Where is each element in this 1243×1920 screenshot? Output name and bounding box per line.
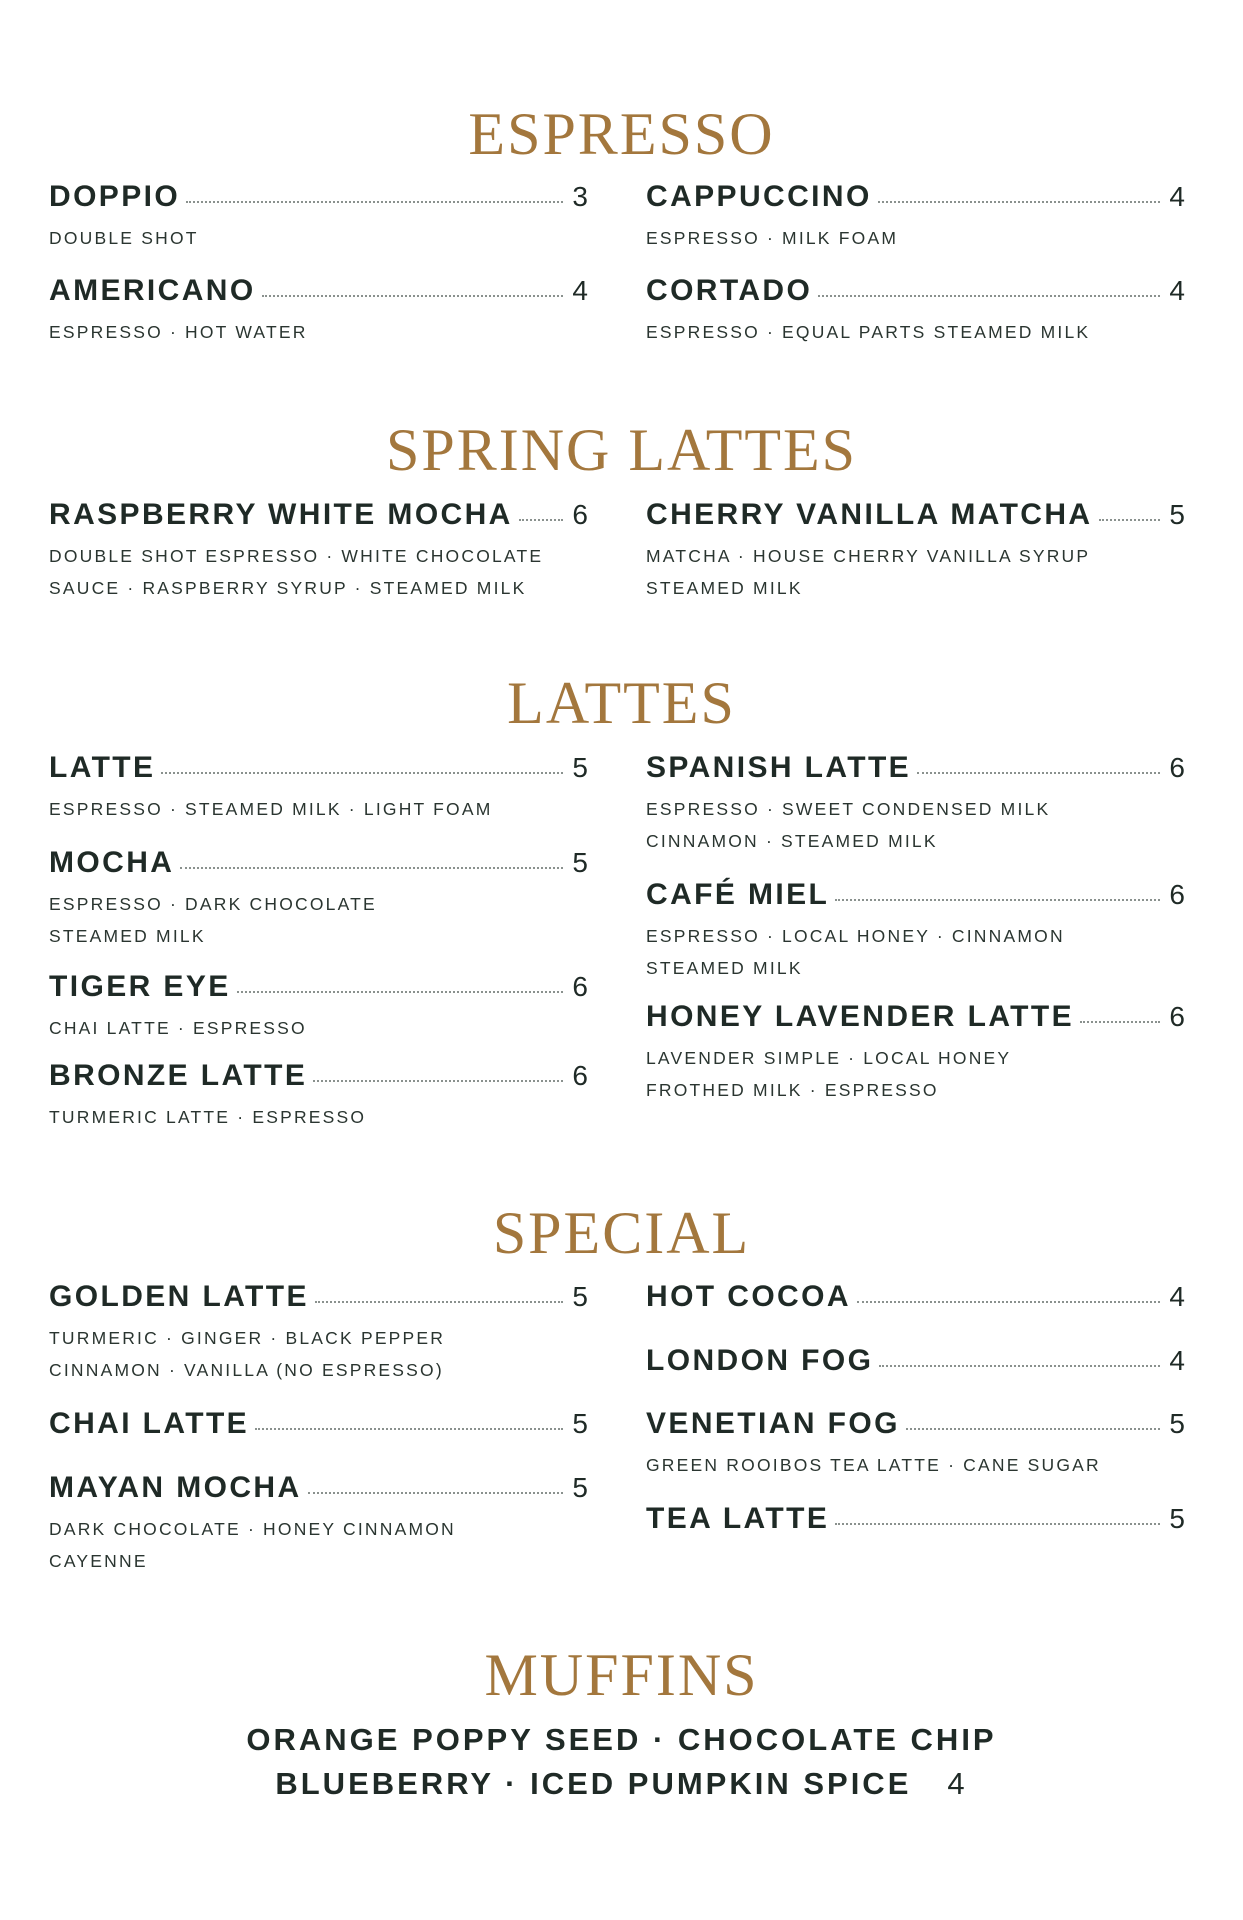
item-price: 6 [572,499,589,530]
item-description [49,888,589,952]
item-price: 4 [1169,1281,1186,1312]
item-description [646,793,1186,857]
dot-leader [1099,519,1161,521]
description-line: MATCHA · HOUSE CHERRY VANILLA SYRUP [646,546,1091,566]
dot-leader [906,1428,1160,1430]
muffins-price: 4 [947,1766,968,1801]
item-price: 6 [572,1060,589,1091]
item-price: 4 [1169,275,1186,306]
item-price: 5 [572,847,589,878]
section-title-espresso: ESPRESSO [468,101,775,167]
description-line: CAYENNE [49,1551,148,1571]
item-name: TEA LATTE [646,1502,830,1535]
menu-item-tea-latte [646,1502,1186,1536]
dot-leader [262,295,563,297]
item-description: DOUBLE SHOT [49,228,199,248]
description-line: TURMERIC · GINGER · BLACK PEPPER [49,1328,446,1348]
menu-item-mocha [49,846,589,952]
dot-leader [161,772,563,774]
item-description [49,1322,589,1386]
item-description: ESPRESSO · STEAMED MILK · LIGHT FOAM [49,799,493,819]
description-line: STEAMED MILK [49,926,206,946]
menu-item-mayan-mocha [49,1471,589,1577]
menu-item-americano [49,274,589,348]
item-name: SPANISH LATTE [646,751,912,784]
description-line: DOUBLE SHOT ESPRESSO · WHITE CHOCOLATE [49,546,544,566]
item-name: RASPBERRY WHITE MOCHA [49,498,513,531]
item-name: CAPPUCCINO [646,180,872,213]
item-name: MOCHA [49,846,175,879]
section-title-special: SPECIAL [492,1200,751,1266]
menu-item-venetian-fog [646,1407,1186,1481]
section-title-lattes: LATTES [507,670,736,736]
menu-item-raspberry-white-mocha [49,498,589,604]
dot-leader [519,519,563,521]
muffins-line-2-text: BLUEBERRY · ICED PUMPKIN SPICE [275,1766,912,1801]
menu-item-london-fog [646,1344,1186,1378]
item-price: 6 [1169,752,1186,783]
item-name: HONEY LAVENDER LATTE [646,1000,1075,1033]
item-name: AMERICANO [49,274,256,307]
dot-leader [857,1301,1160,1303]
item-price: 5 [1169,1503,1186,1534]
section-title-spring-lattes: SPRING LATTES [385,417,858,483]
item-name: LATTE [49,751,156,784]
description-line: SAUCE · RASPBERRY SYRUP · STEAMED MILK [49,578,527,598]
dot-leader [255,1428,563,1430]
item-price: 5 [572,1472,589,1503]
item-name: CHAI LATTE [49,1407,250,1440]
item-description: ESPRESSO · HOT WATER [49,322,308,342]
item-name: CORTADO [646,274,813,307]
description-line: ESPRESSO · SWEET CONDENSED MILK [646,799,1051,819]
menu-item-latte [49,751,589,825]
menu-item-cherry-vanilla-matcha [646,498,1186,604]
dot-leader [1080,1021,1160,1023]
description-line: ESPRESSO · LOCAL HONEY · CINNAMON [646,926,1065,946]
item-description [646,920,1186,984]
description-line: LAVENDER SIMPLE · LOCAL HONEY [646,1048,1012,1068]
item-name: VENETIAN FOG [646,1407,900,1440]
dot-leader [180,867,563,869]
menu-item-chai-latte [49,1407,589,1441]
item-description: ESPRESSO · EQUAL PARTS STEAMED MILK [646,322,1091,342]
item-price: 5 [572,1281,589,1312]
item-name: BRONZE LATTE [49,1059,308,1092]
muffins-line-2 [0,1762,1243,1806]
menu-item-bronze-latte [49,1059,589,1133]
item-description: ESPRESSO · MILK FOAM [646,228,899,248]
item-price: 4 [1169,181,1186,212]
item-name: DOPPIO [49,180,181,213]
dot-leader [835,1523,1160,1525]
description-line: ESPRESSO · DARK CHOCOLATE [49,894,377,914]
menu-item-cortado [646,274,1186,348]
item-name: TIGER EYE [49,970,231,1003]
item-price: 4 [572,275,589,306]
item-price: 5 [1169,499,1186,530]
item-name: HOT COCOA [646,1280,851,1313]
muffins-line-1: ORANGE POPPY SEED · CHOCOLATE CHIP [246,1722,997,1757]
description-line: CINNAMON · VANILLA (NO ESPRESSO) [49,1360,444,1380]
item-price: 5 [572,1408,589,1439]
item-description: TURMERIC LATTE · ESPRESSO [49,1107,367,1127]
muffins-flavors [0,1718,1243,1806]
dot-leader [313,1080,563,1082]
dot-leader [879,1365,1160,1367]
dot-leader [835,899,1160,901]
menu-item-honey-lavender-latte [646,1000,1186,1106]
item-price: 4 [1169,1345,1186,1376]
menu-item-hot-cocoa [646,1280,1186,1314]
item-price: 5 [1169,1408,1186,1439]
item-price: 6 [1169,879,1186,910]
dot-leader [878,201,1160,203]
item-price: 6 [1169,1001,1186,1032]
item-name: CHERRY VANILLA MATCHA [646,498,1093,531]
menu-item-spanish-latte [646,751,1186,857]
dot-leader [308,1492,563,1494]
dot-leader [237,991,563,993]
item-description [646,540,1186,604]
dot-leader [315,1301,563,1303]
menu-item-tiger-eye [49,970,589,1044]
item-price: 5 [572,752,589,783]
description-line: CINNAMON · STEAMED MILK [646,831,938,851]
section-title-muffins: MUFFINS [484,1642,759,1708]
item-name: GOLDEN LATTE [49,1280,309,1313]
dot-leader [186,201,563,203]
menu-item-golden-latte [49,1280,589,1386]
description-line: STEAMED MILK [646,958,803,978]
item-description [646,1042,1186,1106]
item-description: CHAI LATTE · ESPRESSO [49,1018,307,1038]
item-price: 6 [572,971,589,1002]
dot-leader [917,772,1160,774]
item-name: LONDON FOG [646,1344,874,1377]
menu-item-doppio [49,180,589,254]
item-description [49,540,589,604]
description-line: FROTHED MILK · ESPRESSO [646,1080,939,1100]
item-description: GREEN ROOIBOS TEA LATTE · CANE SUGAR [646,1455,1101,1475]
item-price: 3 [572,181,589,212]
menu-item-cappuccino [646,180,1186,254]
menu-item-cafe-miel [646,878,1186,984]
item-description [49,1513,589,1577]
description-line: DARK CHOCOLATE · HONEY CINNAMON [49,1519,456,1539]
item-name: CAFÉ MIEL [646,878,830,911]
item-name: MAYAN MOCHA [49,1471,302,1504]
description-line: STEAMED MILK [646,578,803,598]
dot-leader [818,295,1160,297]
